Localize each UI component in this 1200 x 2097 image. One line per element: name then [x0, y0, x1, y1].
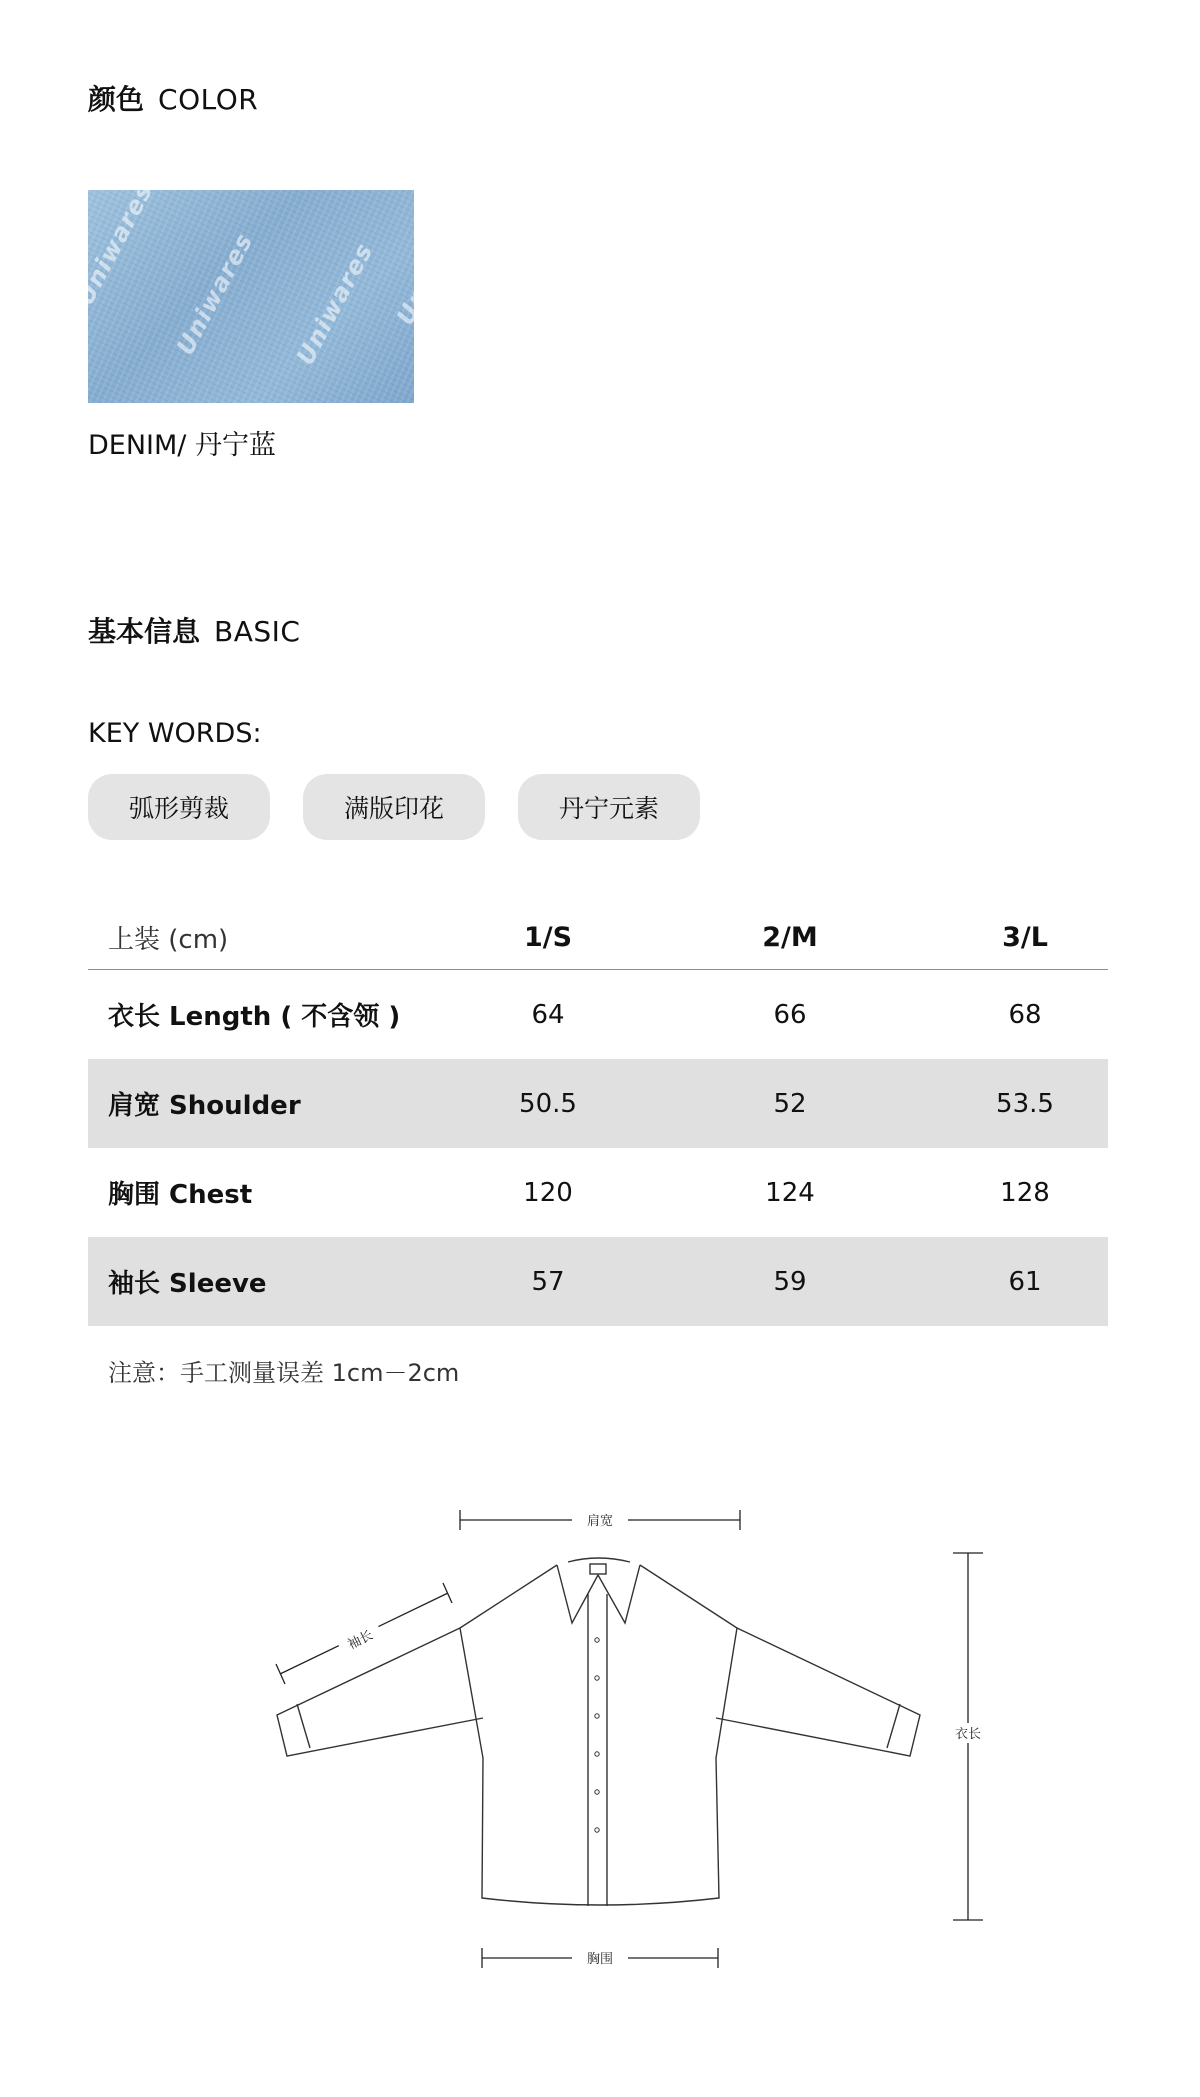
sleeve-s: 57 — [531, 1266, 565, 1297]
row-label-length: 衣长 Length ( 不含领 ) — [108, 1002, 401, 1032]
chest-dimension-label: 胸围 — [586, 1952, 614, 1967]
shoulder-s: 50.5 — [519, 1088, 577, 1119]
color-section-title — [88, 78, 258, 118]
table-row-chest — [88, 1148, 1108, 1237]
length-dimension-label: 衣长 — [954, 1727, 982, 1742]
measurement-note: 注意：手工测量误差 1cm－2cm — [108, 1359, 460, 1387]
size-table-header — [88, 905, 1108, 970]
shirt-measurement-diagram — [0, 1480, 1200, 2020]
swatch-watermark-1: Uniwares — [171, 228, 259, 360]
table-row-sleeve — [88, 1237, 1108, 1326]
color-title-en: COLOR — [158, 83, 259, 116]
row-label-chest: 胸围 Chest — [108, 1180, 253, 1210]
length-s: 64 — [531, 999, 565, 1030]
keyword-tag-curved-cut[interactable]: 弧形剪裁 — [88, 774, 270, 840]
size-header-l: 3/L — [1002, 921, 1048, 953]
swatch-watermark-3: Uniwares — [71, 178, 159, 310]
shirt-buttons — [595, 1638, 599, 1832]
size-header-m: 2/M — [762, 921, 818, 953]
length-l: 68 — [1008, 999, 1042, 1030]
table-row-shoulder — [88, 1059, 1108, 1148]
sleeve-dimension-label: 袖长 — [345, 1627, 376, 1653]
keyword-tag-allover-print[interactable]: 满版印花 — [303, 774, 485, 840]
shoulder-l: 53.5 — [996, 1088, 1054, 1119]
chest-l: 128 — [1000, 1177, 1050, 1208]
chest-s: 120 — [523, 1177, 573, 1208]
basic-title-cn: 基本信息 — [88, 615, 201, 648]
size-table — [88, 905, 1108, 1326]
color-title-cn: 颜色 — [88, 83, 145, 116]
basic-title-en: BASIC — [214, 615, 301, 648]
denim-color-swatch[interactable] — [71, 178, 479, 403]
color-name: DENIM/ 丹宁蓝 — [88, 430, 276, 461]
row-label-shoulder: 肩宽 Shoulder — [108, 1091, 301, 1121]
swatch-watermark-4: Uniwares — [391, 198, 479, 330]
row-label-sleeve: 袖长 Sleeve — [108, 1269, 267, 1299]
sleeve-l: 61 — [1008, 1266, 1042, 1297]
swatch-watermark-2: Uniwares — [291, 238, 379, 370]
length-m: 66 — [773, 999, 807, 1030]
keywords-label: KEY WORDS: — [88, 718, 262, 749]
size-header-s: 1/S — [523, 921, 573, 953]
shirt-outline — [277, 1558, 920, 1906]
shoulder-m: 52 — [773, 1088, 807, 1119]
keyword-tag-denim-element[interactable]: 丹宁元素 — [518, 774, 700, 840]
table-header-label: 上装 (cm) — [108, 924, 229, 955]
sleeve-m: 59 — [773, 1266, 807, 1297]
chest-m: 124 — [765, 1177, 815, 1208]
basic-section-title — [88, 610, 300, 650]
shoulder-dimension-label: 肩宽 — [586, 1514, 614, 1529]
table-row-length — [88, 970, 1108, 1059]
